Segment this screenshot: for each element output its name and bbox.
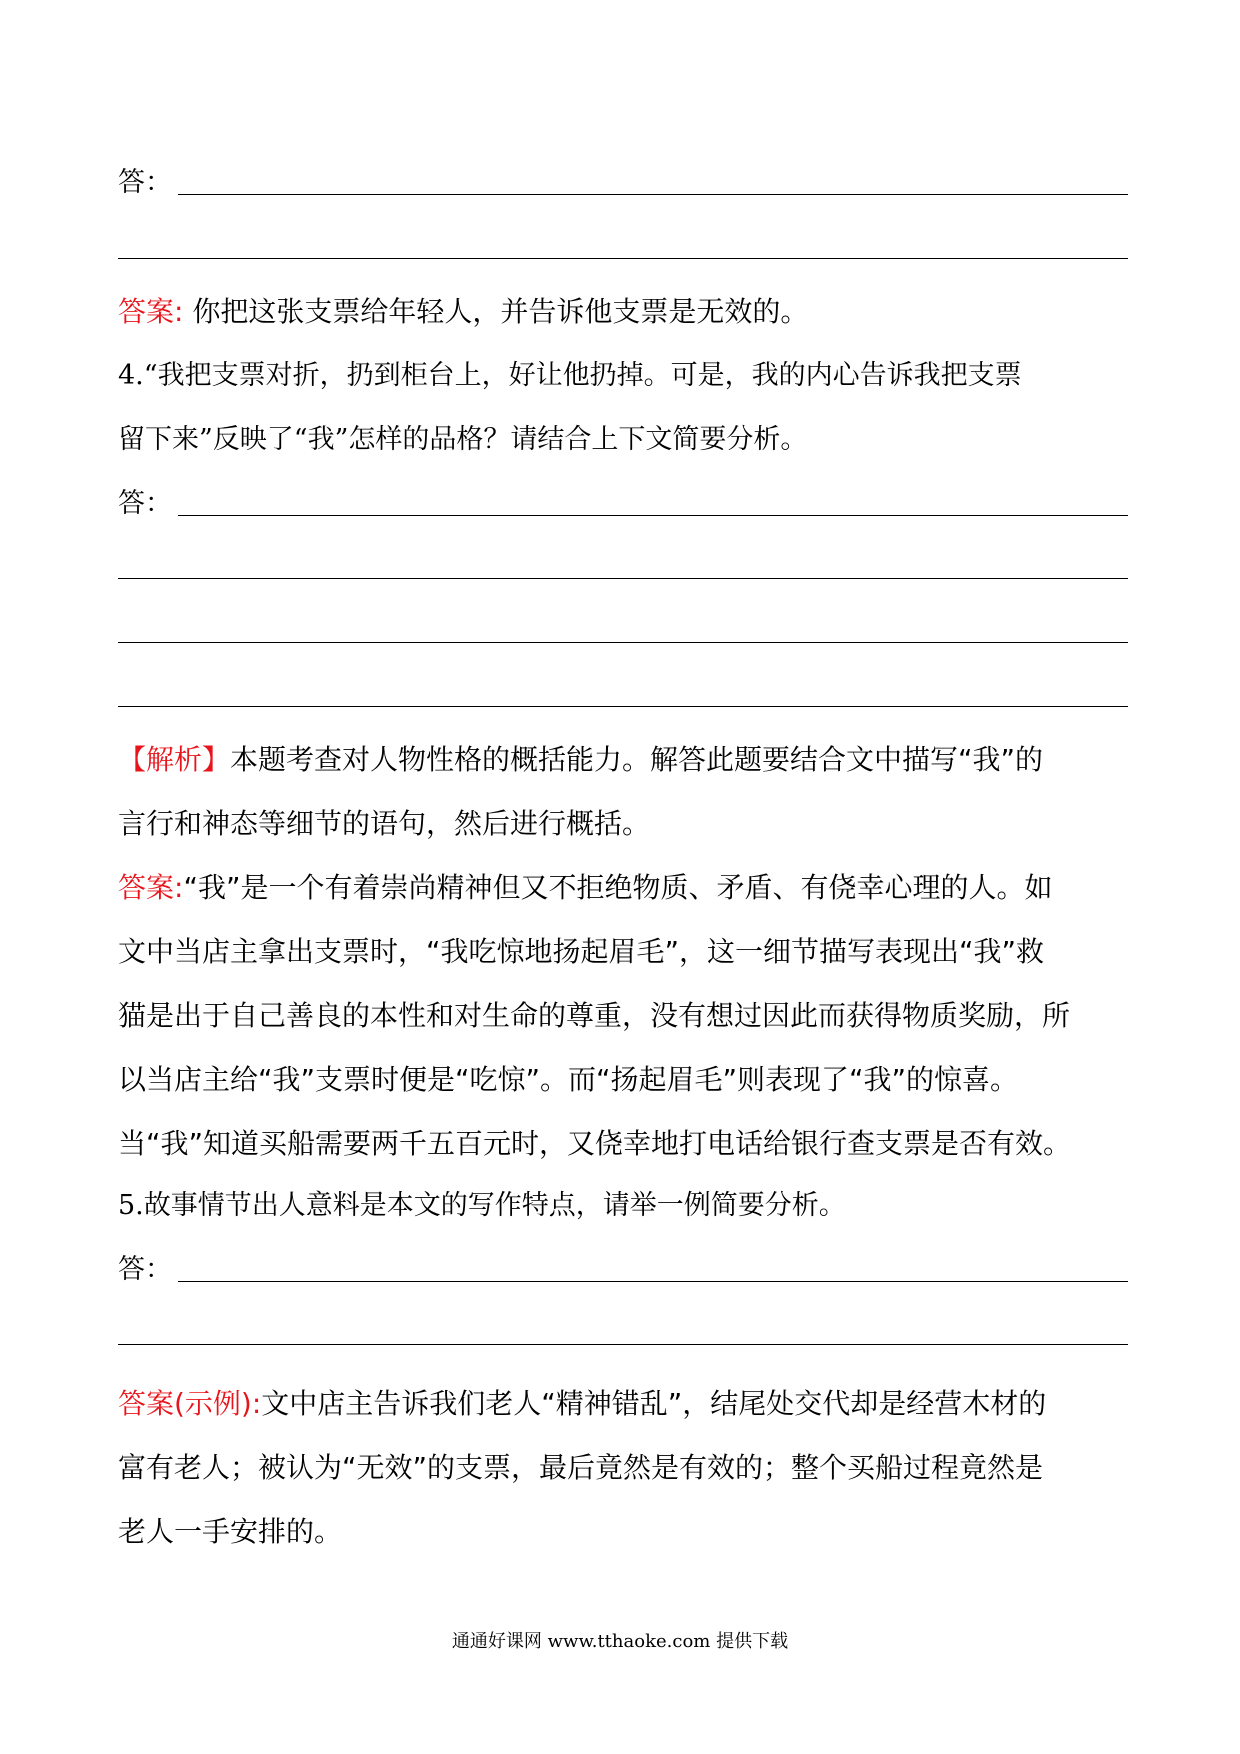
answer-blank-line [178,515,1128,516]
q4-answer-prompt: 答： [118,488,172,519]
q3-answer-row[interactable] [118,163,1128,203]
q3-answer-prompt: 答： [118,167,172,198]
analysis-text: 本题考查对人物性格的概括能力。解答此题要结合文中描写“我”的 [230,743,1044,776]
q4-answer-row[interactable] [118,484,1128,524]
answer-blank-line[interactable] [118,642,1128,643]
q4-answer-key-line: 当“我”知道买船需要两千五百元时，又侥幸地打电话给银行查支票是否有效。 [118,1127,1072,1160]
q5-answer-key [118,1384,1128,1424]
answer-blank-line [178,194,1128,195]
analysis-label: 【解析】 [118,743,231,776]
answer-blank-line[interactable] [118,1344,1128,1345]
q5-answer-row[interactable] [118,1250,1128,1290]
q3-answer-key [118,292,1128,332]
q4-question-line: 4.“我把支票对折，扔到柜台上，好让他扔掉。可是，我的内心告诉我把支票 [118,360,1022,391]
answer-key-label: 答案(示例): [118,1387,262,1420]
q4-analysis-line: 言行和神态等细节的语句，然后进行概括。 [118,807,651,840]
q5-answer-prompt: 答： [118,1254,172,1285]
answer-blank-line[interactable] [118,706,1128,707]
q4-answer-key-line: 以当店主给“我”支票时便是“吃惊”。而“扬起眉毛”则表现了“我”的惊喜。 [118,1063,1019,1096]
answer-blank-line[interactable] [118,578,1128,579]
answer-blank-line [178,1281,1128,1282]
q4-analysis [118,740,1128,780]
q4-question-line: 留下来”反映了“我”怎样的品格？请结合上下文简要分析。 [118,424,808,455]
q4-answer-key-line: 文中当店主拿出支票时，“我吃惊地扬起眉毛”，这一细节描写表现出“我”救 [118,935,1045,968]
answer-key-text: 你把这张支票给年轻人，并告诉他支票是无效的。 [192,295,809,328]
answer-key-text: 文中店主告诉我们老人“精神错乱”，结尾处交代却是经营木材的 [261,1387,1047,1420]
q5-question-line: 5.故事情节出人意料是本文的写作特点，请举一例简要分析。 [118,1190,846,1221]
q5-answer-key-line: 老人一手安排的。 [118,1515,343,1548]
page-footer: 通通好课网 www.tthaoke.com 提供下载 [451,1631,789,1652]
answer-key-text: “我”是一个有着崇尚精神但又不拒绝物质、矛盾、有侥幸心理的人。如 [183,871,1053,904]
answer-blank-line[interactable] [118,258,1128,259]
q4-answer-key [118,868,1128,908]
q5-answer-key-line: 富有老人；被认为“无效”的支票，最后竟然是有效的；整个买船过程竟然是 [118,1451,1044,1484]
q4-answer-key-line: 猫是出于自己善良的本性和对生命的尊重，没有想过因此而获得物质奖励，所 [118,999,1071,1032]
answer-key-label: 答案: [118,295,184,328]
answer-key-label: 答案: [118,871,184,904]
